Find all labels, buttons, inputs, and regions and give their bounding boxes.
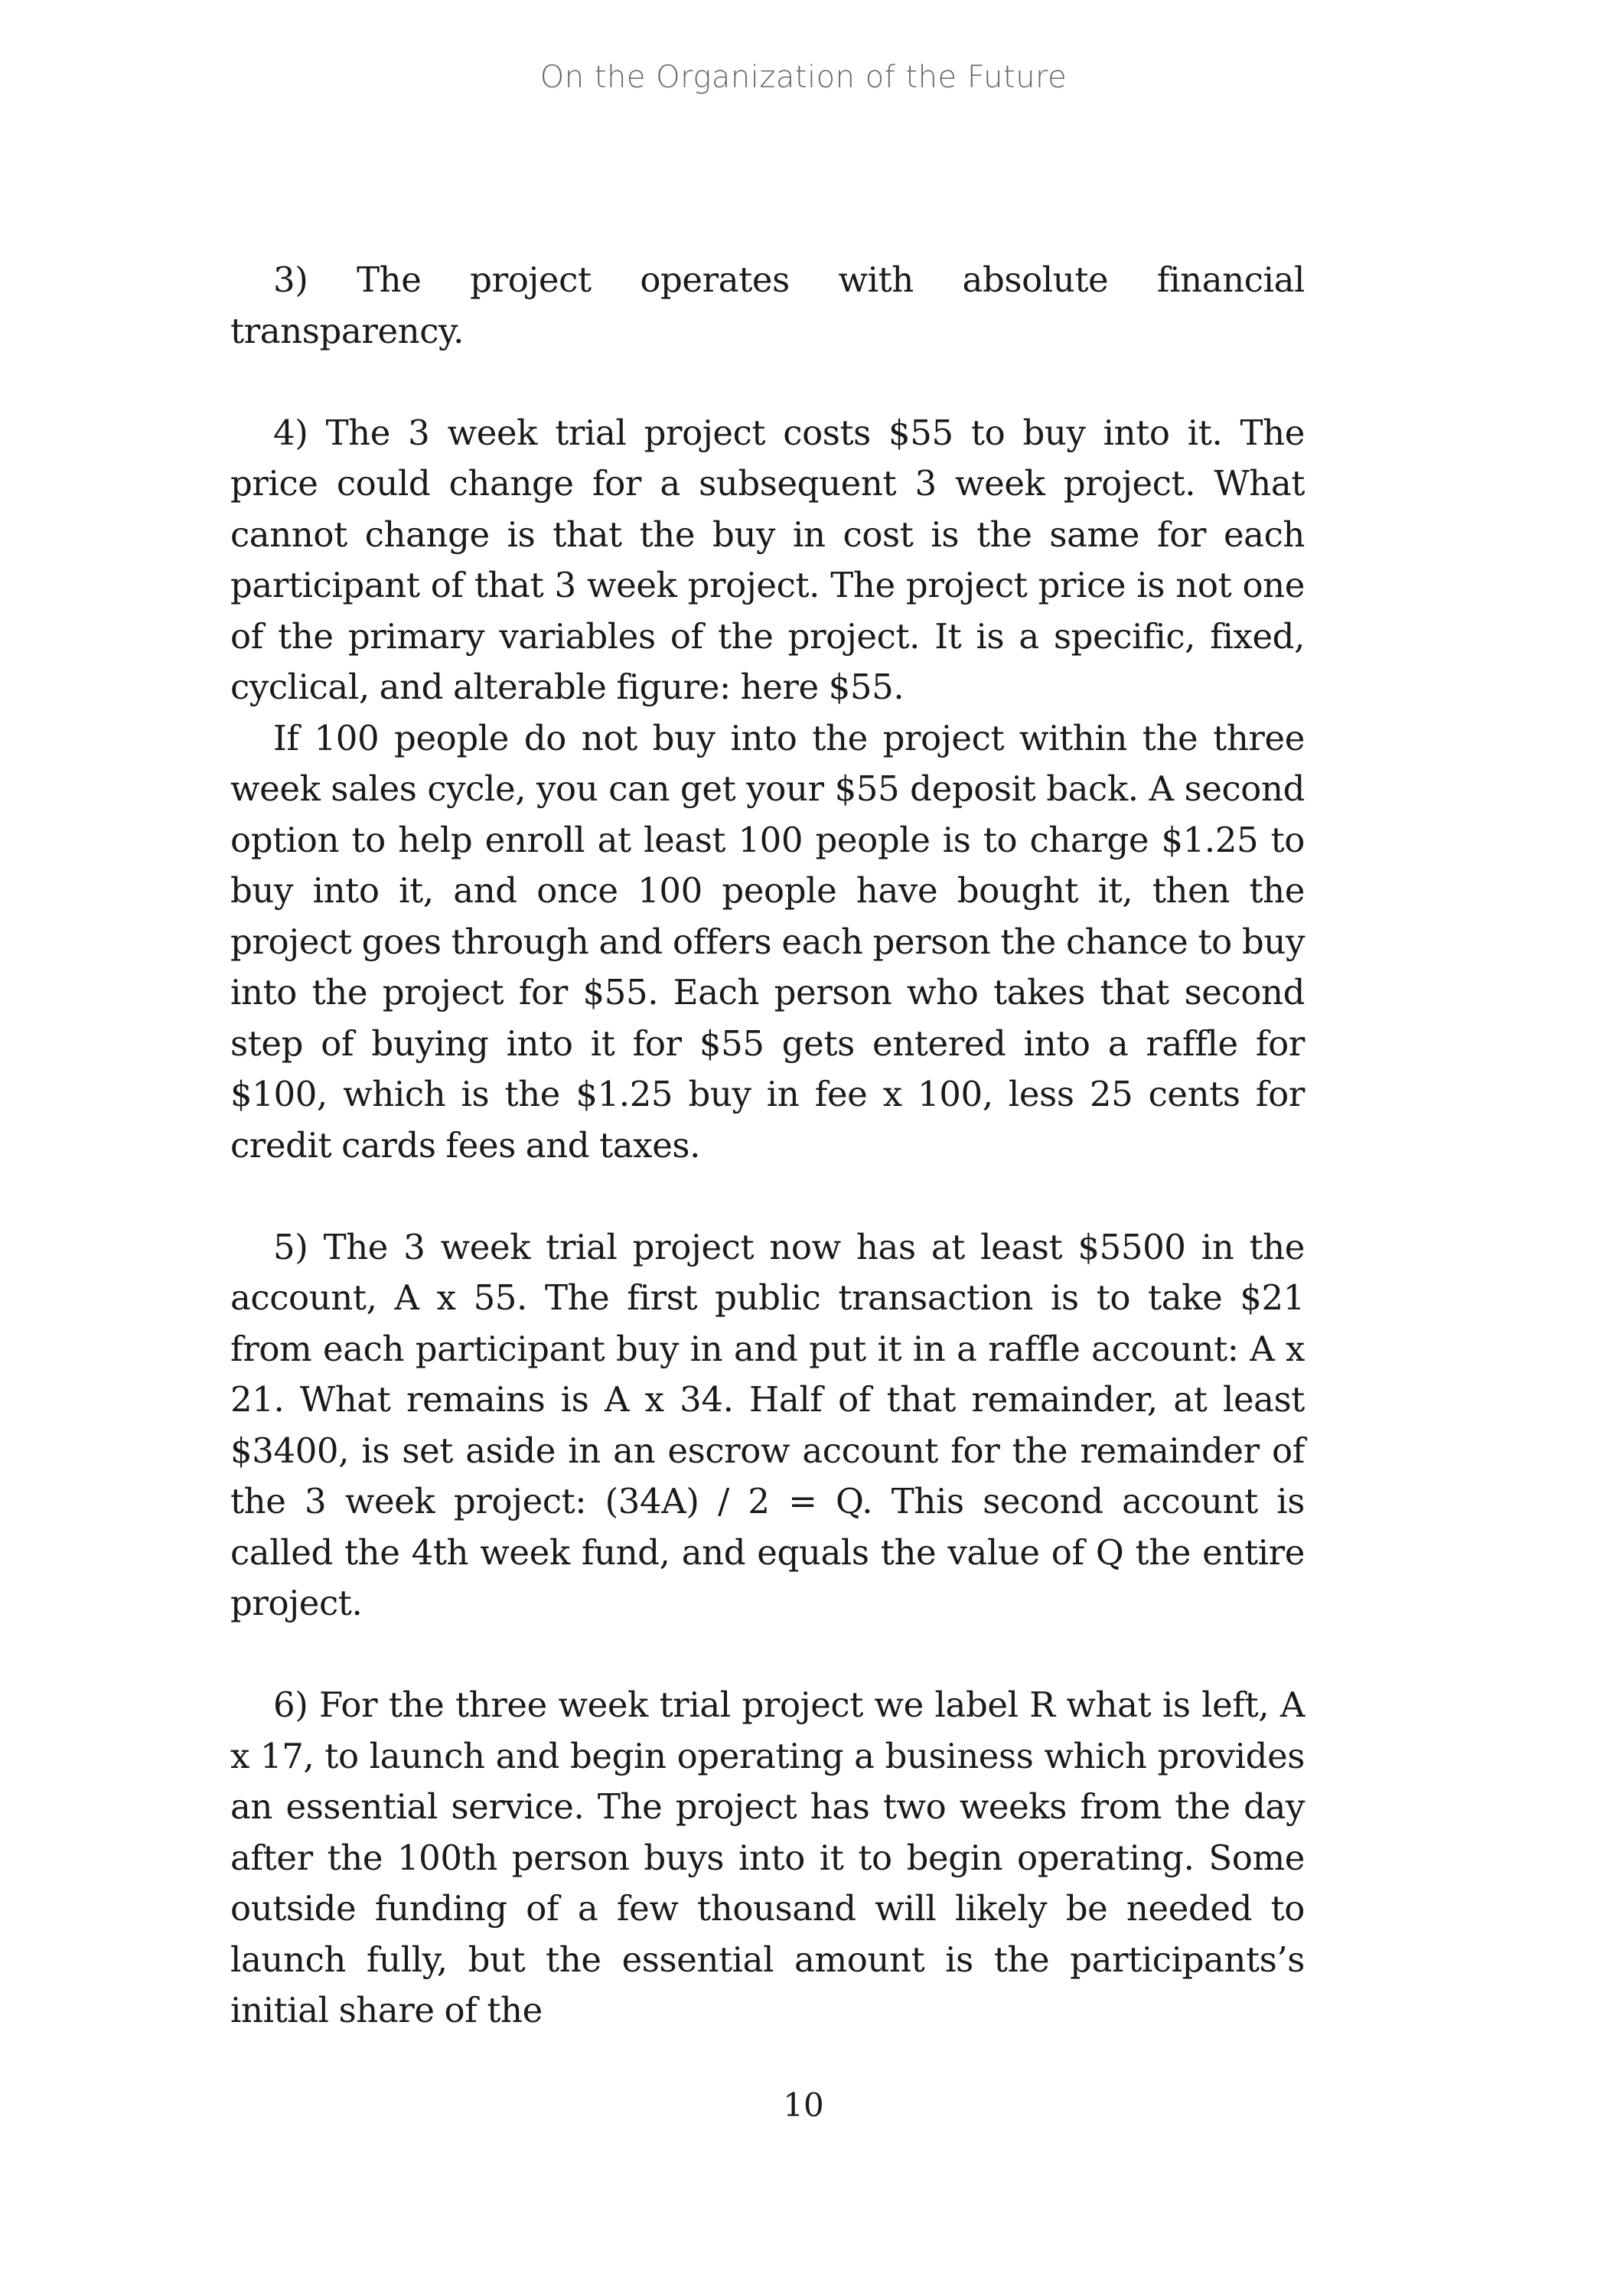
paragraph-item-3: 3) The project operates with absolute financial transparency.	[230, 259, 1305, 351]
running-header: On the Organization of the Future	[539, 60, 1068, 95]
body-text	[230, 255, 1305, 2037]
paragraph-item-4-continued: If 100 people do not buy into the project within the three week sales cycle, you can get your $55 deposit back. A second option to help enroll at least 100 people is to charge $1.25 to buy into it, and once 100 people have bought it, then the project goes through and offers each person the chance to buy into the project for $55. Each person who takes that second step of buying into it for $55 gets entered into a raffle for $100, which is the $1.25 buy in fee x 100, less 25 cents for credit cards fees and taxes.	[230, 717, 1305, 1166]
paragraph-item-4: 4) The 3 week trial project costs $55 to buy into it. The price could change for a subsequent 3 week project. What cannot change is that the buy in cost is the same for each participant of that 3 week project. The project price is not one of the primary variables of the project. It is a specific, fixed, cyclical, and alterable figure: here $55.	[230, 412, 1305, 707]
paragraph-item-6: 6) For the three week trial project we label R what is left, A x 17, to launch and begin operating a business which provides an essential service. The project has two weeks from the day after the 100th person buys into it to begin operating. Some outside funding of a few thousand will likely be needed to launch fully, but the essential amount is the participants’s initial share of the	[230, 1684, 1305, 2030]
paragraph-gap	[230, 1171, 1305, 1222]
paragraph-gap	[230, 1629, 1305, 1681]
page-number: 10	[783, 2086, 824, 2124]
paragraph-item-5: 5) The 3 week trial project now has at least $5500 in the account, A x 55. The first public transaction is to take $21 from each participant buy in and put it in a raffle account: A x 21. What remains is A x 34. Half of that remainder, at least $3400, is set aside in an escrow account for the remainder of the 3 week project: (34A) / 2 = Q. This second account is called the 4th week fund, and equals the value of Q the entire project.	[230, 1226, 1305, 1623]
paragraph-gap	[230, 357, 1305, 408]
